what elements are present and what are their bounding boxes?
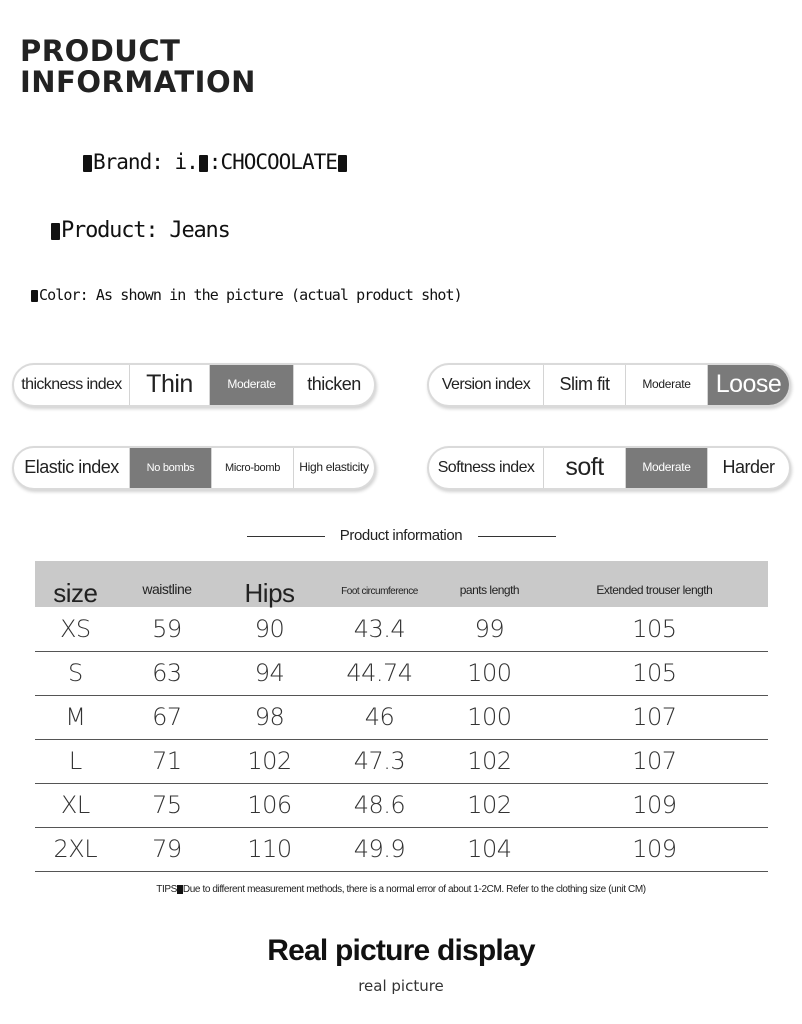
cell-foot: 47.3 xyxy=(321,739,438,783)
cell-waistline: 59 xyxy=(116,607,219,651)
cell-waistline: 75 xyxy=(116,783,219,827)
softness-index-label: Softness index xyxy=(429,448,544,488)
header-size: size xyxy=(53,577,98,608)
cell-foot: 43.4 xyxy=(321,607,438,651)
missing-glyph-icon xyxy=(338,155,347,172)
table-row xyxy=(35,651,768,695)
size-table xyxy=(35,561,768,872)
missing-glyph-icon xyxy=(31,290,38,302)
softness-option-soft: soft xyxy=(544,448,626,488)
cell-foot: 48.6 xyxy=(321,783,438,827)
cell-size: XL xyxy=(35,783,116,827)
cell-pants-length: 100 xyxy=(438,651,541,695)
cell-hips: 102 xyxy=(218,739,321,783)
elastic-index xyxy=(12,446,376,490)
cell-size: 2XL xyxy=(35,827,116,871)
cell-pants-length: 104 xyxy=(438,827,541,871)
title-line-2: INFORMATION xyxy=(20,65,256,99)
header-waistline: waistline xyxy=(142,581,192,598)
cell-pants-length: 102 xyxy=(438,783,541,827)
table-row xyxy=(35,607,768,651)
brand-value: :CHOCOOLATE xyxy=(208,150,337,174)
tips-prefix: TIPS xyxy=(156,884,177,895)
version-index-label: Version index xyxy=(429,365,544,405)
missing-glyph-icon xyxy=(199,155,208,172)
thickness-index-label: thickness index xyxy=(14,365,130,405)
header-foot-circumference: Foot circumference xyxy=(341,585,418,597)
thickness-index xyxy=(12,363,376,407)
cell-size: S xyxy=(35,651,116,695)
real-picture-title: Real picture display xyxy=(267,934,535,967)
brand-line xyxy=(82,150,348,174)
cell-size: XS xyxy=(35,607,116,651)
thickness-option-thin: Thin xyxy=(130,365,210,405)
cell-extended-length: 109 xyxy=(541,827,768,871)
table-header-row xyxy=(35,561,768,607)
thickness-option-moderate: Moderate xyxy=(210,365,294,405)
cell-waistline: 71 xyxy=(116,739,219,783)
section-title: Product information xyxy=(339,527,463,544)
cell-size: L xyxy=(35,739,116,783)
table-row xyxy=(35,739,768,783)
cell-foot: 49.9 xyxy=(321,827,438,871)
cell-hips: 94 xyxy=(218,651,321,695)
brand-label: Brand: i. xyxy=(93,150,198,174)
header-extended-trouser-length: Extended trouser length xyxy=(596,583,713,598)
version-index xyxy=(427,363,791,407)
cell-extended-length: 107 xyxy=(541,695,768,739)
version-option-slim-fit: Slim fit xyxy=(544,365,626,405)
softness-option-moderate: Moderate xyxy=(626,448,708,488)
cell-extended-length: 105 xyxy=(541,651,768,695)
missing-glyph-icon xyxy=(51,223,60,240)
cell-hips: 106 xyxy=(218,783,321,827)
softness-option-harder: Harder xyxy=(722,457,775,478)
cell-size: M xyxy=(35,695,116,739)
cell-extended-length: 109 xyxy=(541,783,768,827)
elastic-option-micro-bomb: Micro-bomb xyxy=(212,448,294,488)
header-pants-length: pants length xyxy=(459,583,520,598)
color-label: Color: As shown in the picture (actual product shot) xyxy=(39,286,462,304)
section-divider-right xyxy=(478,536,556,537)
table-row xyxy=(35,827,768,871)
elastic-option-high-elasticity: High elasticity xyxy=(299,460,369,475)
elastic-index-label: Elastic index xyxy=(14,448,130,488)
header-hips: Hips xyxy=(244,577,295,608)
title-line-1: PRODUCT xyxy=(20,34,181,68)
thickness-option-thicken: thicken xyxy=(307,374,361,395)
tips-note xyxy=(0,884,802,895)
table-row xyxy=(35,695,768,739)
cell-pants-length: 99 xyxy=(438,607,541,651)
page-title xyxy=(20,36,256,98)
version-option-moderate: Moderate xyxy=(626,365,708,405)
cell-foot: 44.74 xyxy=(321,651,438,695)
cell-hips: 90 xyxy=(218,607,321,651)
tips-text: Due to different measurement methods, there is a normal error of about 1-2CM. Refer to the clothing size (unit CM) xyxy=(182,884,646,895)
real-picture-subtitle: real picture xyxy=(358,977,444,995)
cell-waistline: 79 xyxy=(116,827,219,871)
cell-pants-length: 100 xyxy=(438,695,541,739)
cell-hips: 98 xyxy=(218,695,321,739)
product-label: Product: Jeans xyxy=(61,218,230,243)
cell-foot: 46 xyxy=(321,695,438,739)
color-line xyxy=(30,286,462,304)
cell-waistline: 63 xyxy=(116,651,219,695)
cell-waistline: 67 xyxy=(116,695,219,739)
softness-index xyxy=(427,446,791,490)
version-option-loose: Loose xyxy=(708,365,789,405)
cell-extended-length: 105 xyxy=(541,607,768,651)
missing-glyph-icon xyxy=(83,155,92,172)
table-row xyxy=(35,783,768,827)
cell-hips: 110 xyxy=(218,827,321,871)
elastic-option-no-bombs: No bombs xyxy=(130,448,212,488)
product-line xyxy=(50,218,230,243)
cell-extended-length: 107 xyxy=(541,739,768,783)
cell-pants-length: 102 xyxy=(438,739,541,783)
